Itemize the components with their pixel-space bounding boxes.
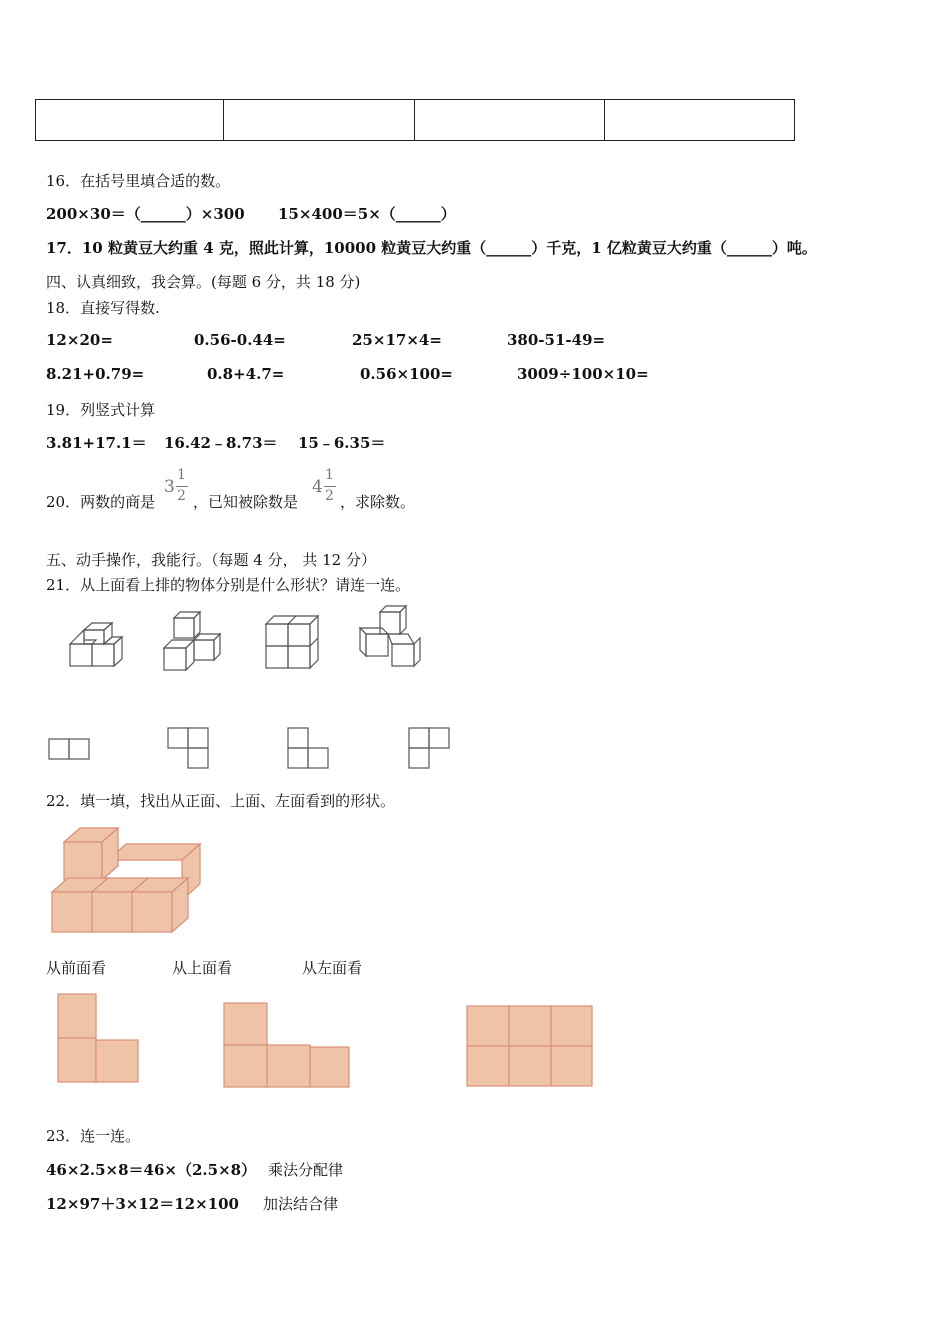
q18-r1-c3: 25×17×4= (352, 331, 442, 349)
q16-item-1: 200×30＝（______）×300 (46, 205, 245, 223)
quotient-fraction-bar (176, 486, 188, 487)
q18-r2-c3: 0.56×100= (360, 365, 453, 383)
q23-row2-expr: 12×97＋3×12＝12×100 (46, 1195, 239, 1213)
score-cell-2 (224, 100, 415, 140)
score-cell-4 (605, 100, 794, 140)
cube-figure-1 (66, 620, 126, 670)
orange-cube-stack (48, 822, 208, 936)
q18-r2-c2: 0.8+4.7= (207, 365, 285, 383)
quotient-mixed-fraction (164, 467, 192, 509)
quotient-numerator: 1 (177, 467, 186, 483)
quotient-denominator: 2 (177, 488, 186, 504)
front-view-shape (57, 993, 143, 1087)
q20-prefix: 20．两数的商是 (46, 493, 156, 511)
top-view-shape-4 (408, 727, 452, 773)
cube-figure-4 (356, 604, 426, 670)
dividend-denominator: 2 (325, 488, 334, 504)
cube-figure-2 (160, 610, 226, 674)
q23-row2-law: 加法结合律 (263, 1195, 339, 1213)
q22-label-left: 从左面看 (302, 959, 363, 977)
q18-r1-c4: 380-51-49= (507, 331, 606, 349)
q18-r2-c1: 8.21+0.79= (46, 365, 145, 383)
q18-r1-c1: 12×20= (46, 331, 113, 349)
dividend-numerator: 1 (325, 467, 334, 483)
q16-item-2: 15×400＝5×（______） (278, 205, 456, 223)
q21-prompt: 21．从上面看上排的物体分别是什么形状？请连一连。 (46, 576, 411, 594)
top-view-shape-2 (167, 727, 211, 773)
top-view-shape-1 (48, 738, 92, 762)
q19-item-1: 3.81+17.1＝ (46, 434, 147, 452)
dividend-whole: 4 (312, 477, 323, 497)
dividend-fraction-bar (324, 486, 336, 487)
left-view-shape (466, 1005, 596, 1089)
score-table (35, 99, 795, 141)
top-view-shape-3 (287, 727, 331, 773)
q23-row1-expr: 46×2.5×8＝46×（2.5×8） (46, 1161, 257, 1179)
q17-prompt: 17．10 粒黄豆大约重 4 克，照此计算，10000 粒黄豆大约重（______）千克，1 亿粒黄豆大约重（______）吨。 (46, 239, 817, 257)
q19-item-3: 15﹣6.35＝ (298, 434, 386, 452)
q18-prompt: 18．直接写得数. (46, 299, 160, 317)
q16-prompt: 16．在括号里填合适的数。 (46, 172, 231, 190)
q20-suffix: ，求除数。 (340, 493, 416, 511)
top-view-orange-shape (223, 1002, 353, 1090)
score-cell-3 (415, 100, 605, 140)
q22-label-front: 从前面看 (46, 959, 107, 977)
score-cell-1 (36, 100, 224, 140)
cube-figure-3 (262, 614, 324, 672)
section-5-title: 五、动手操作，我能行。（每题 4 分， 共 12 分） (46, 551, 376, 569)
q20-middle: ，已知被除数是 (193, 493, 299, 511)
q23-row1-law: 乘法分配律 (268, 1161, 344, 1179)
q23-prompt: 23．连一连。 (46, 1127, 141, 1145)
q18-r1-c2: 0.56-0.44= (194, 331, 286, 349)
dividend-mixed-fraction (312, 467, 340, 509)
q18-r2-c4: 3009÷100×10= (517, 365, 649, 383)
quotient-whole: 3 (164, 477, 175, 497)
q22-label-top: 从上面看 (172, 959, 233, 977)
q22-prompt: 22．填一填，找出从正面、上面、左面看到的形状。 (46, 792, 396, 810)
q19-prompt: 19．列竖式计算 (46, 401, 156, 419)
section-4-title: 四、认真细致，我会算。(每题 6 分，共 18 分) (46, 273, 361, 291)
q19-item-2: 16.42﹣8.73＝ (164, 434, 278, 452)
